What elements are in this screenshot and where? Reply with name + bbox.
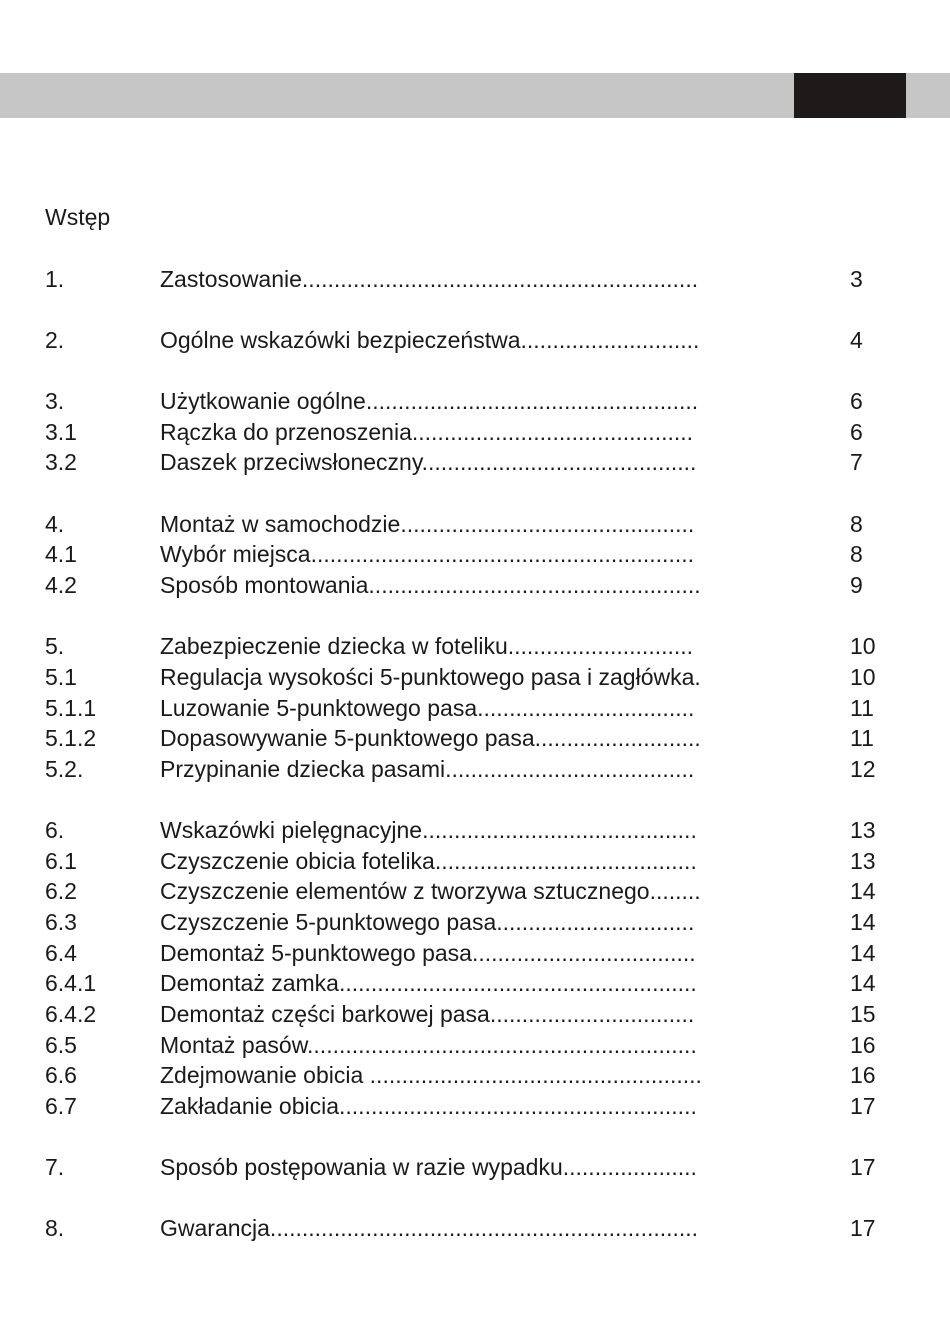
toc-title: Przypinanie dziecka pasami....................................... — [160, 756, 695, 782]
toc-title: Zakładanie obicia........................................................ — [160, 1093, 697, 1119]
toc-number: 6.3 — [45, 909, 77, 935]
toc-row[interactable] — [0, 723, 950, 754]
toc-number: 5.2. — [45, 756, 84, 782]
toc-number: 6. — [45, 817, 65, 843]
toc-row[interactable] — [0, 1152, 950, 1183]
toc-number: 5.1 — [45, 664, 77, 690]
toc-page: 17 — [850, 1154, 876, 1180]
toc-page: 8 — [850, 511, 863, 537]
toc-page: 11 — [850, 725, 874, 751]
toc-title: Sposób postępowania w razie wypadku..................... — [160, 1154, 697, 1180]
toc-number: 6.6 — [45, 1062, 77, 1088]
toc-row[interactable] — [0, 999, 950, 1030]
toc-title: Czyszczenie elementów z tworzywa sztucznego........ — [160, 878, 701, 904]
toc-number: 3.1 — [45, 419, 77, 445]
toc-title: Zdejmowanie obicia .................................................... — [160, 1062, 702, 1088]
toc-page: 16 — [850, 1032, 876, 1058]
toc-page: 17 — [850, 1093, 876, 1119]
toc-title: Czyszczenie obicia fotelika......................................... — [160, 848, 697, 874]
toc-title: Demontaż zamka........................................................ — [160, 970, 697, 996]
toc-page: 13 — [850, 848, 876, 874]
toc-number: 7. — [45, 1154, 65, 1180]
header-page-marker — [794, 73, 906, 118]
toc-number: 6.4.2 — [45, 1001, 97, 1027]
toc-row[interactable] — [0, 386, 950, 417]
toc-number: 6.4 — [45, 940, 77, 966]
toc-title: Demontaż 5-punktowego pasa................................... — [160, 940, 696, 966]
toc-row[interactable] — [0, 264, 950, 295]
toc-page: 16 — [850, 1062, 876, 1088]
toc-row[interactable] — [0, 447, 950, 478]
toc-title: Montaż pasów............................................................. — [160, 1032, 697, 1058]
toc-title: Ogólne wskazówki bezpieczeństwa............................ — [160, 327, 700, 353]
toc-number: 5.1.2 — [45, 725, 97, 751]
toc-title: Demontaż części barkowej pasa................................ — [160, 1001, 695, 1027]
toc-row[interactable] — [0, 693, 950, 724]
toc-title: Regulacja wysokości 5-punktowego pasa i zagłówka. — [160, 664, 701, 690]
toc-number: 4.1 — [45, 541, 77, 567]
toc-title: Zastosowanie.............................................................. — [160, 266, 699, 292]
toc-row[interactable] — [0, 325, 950, 356]
toc-row[interactable] — [0, 570, 950, 601]
toc-title: Wskazówki pielęgnacyjne........................................... — [160, 817, 697, 843]
toc-page: 12 — [850, 756, 876, 782]
toc-row[interactable] — [0, 1213, 950, 1244]
toc-row[interactable] — [0, 417, 950, 448]
toc-page: 14 — [850, 909, 876, 935]
toc-title: Luzowanie 5-punktowego pasa.................................. — [160, 695, 695, 721]
toc-page: 4 — [850, 327, 863, 353]
toc-title: Czyszczenie 5-punktowego pasa............................... — [160, 909, 695, 935]
toc-number: 4. — [45, 511, 65, 537]
toc-row[interactable] — [0, 509, 950, 540]
toc-title: Montaż w samochodzie.............................................. — [160, 511, 695, 537]
toc-page: 14 — [850, 878, 876, 904]
toc-number: 5.1.1 — [45, 695, 97, 721]
toc-page: 10 — [850, 664, 876, 690]
toc-page: 8 — [850, 541, 863, 567]
toc-page: 9 — [850, 572, 863, 598]
toc-title: Gwarancja................................................................... — [160, 1215, 699, 1241]
toc-title: Sposób montowania.................................................... — [160, 572, 701, 598]
toc-number: 3.2 — [45, 449, 77, 475]
toc-page: 6 — [850, 419, 863, 445]
toc-title: Dopasowywanie 5-punktowego pasa.......................... — [160, 725, 701, 751]
toc-page: 15 — [850, 1001, 876, 1027]
toc-page: 6 — [850, 388, 863, 414]
toc-number: 1. — [45, 266, 65, 292]
toc-row[interactable] — [0, 938, 950, 969]
toc-title: Wybór miejsca............................................................ — [160, 541, 695, 567]
toc-number: 5. — [45, 633, 65, 659]
toc-number: 4.2 — [45, 572, 77, 598]
toc-number: 6.4.1 — [45, 970, 97, 996]
toc-row[interactable] — [0, 1030, 950, 1061]
toc-number: 6.2 — [45, 878, 77, 904]
toc-row[interactable] — [0, 662, 950, 693]
toc-row[interactable] — [0, 907, 950, 938]
toc-intro: Wstęp — [45, 204, 111, 230]
toc-title: Rączka do przenoszenia............................................ — [160, 419, 694, 445]
toc-page: 3 — [850, 266, 863, 292]
toc-title: Zabezpieczenie dziecka w foteliku............................. — [160, 633, 694, 659]
toc-number: 6.7 — [45, 1093, 77, 1119]
toc-title: Daszek przeciwsłoneczny........................................... — [160, 449, 697, 475]
toc-page: 14 — [850, 970, 876, 996]
toc-number: 8. — [45, 1215, 65, 1241]
toc-number: 6.5 — [45, 1032, 77, 1058]
toc-row[interactable] — [0, 846, 950, 877]
toc-number: 6.1 — [45, 848, 77, 874]
toc-row[interactable] — [0, 876, 950, 907]
toc-number: 3. — [45, 388, 65, 414]
toc-page: 14 — [850, 940, 876, 966]
toc-row[interactable] — [0, 754, 950, 785]
toc-page: 10 — [850, 633, 876, 659]
toc-number: 2. — [45, 327, 65, 353]
toc-row[interactable] — [0, 539, 950, 570]
toc-row[interactable] — [0, 1060, 950, 1091]
toc-page: 11 — [850, 695, 874, 721]
toc-row[interactable] — [0, 1091, 950, 1122]
toc-page: 13 — [850, 817, 876, 843]
toc-page: 7 — [850, 449, 863, 475]
toc-page: 17 — [850, 1215, 876, 1241]
toc-row[interactable] — [0, 968, 950, 999]
toc-title: Użytkowanie ogólne.................................................... — [160, 388, 699, 414]
toc-row[interactable] — [0, 631, 950, 662]
toc-row[interactable] — [0, 815, 950, 846]
